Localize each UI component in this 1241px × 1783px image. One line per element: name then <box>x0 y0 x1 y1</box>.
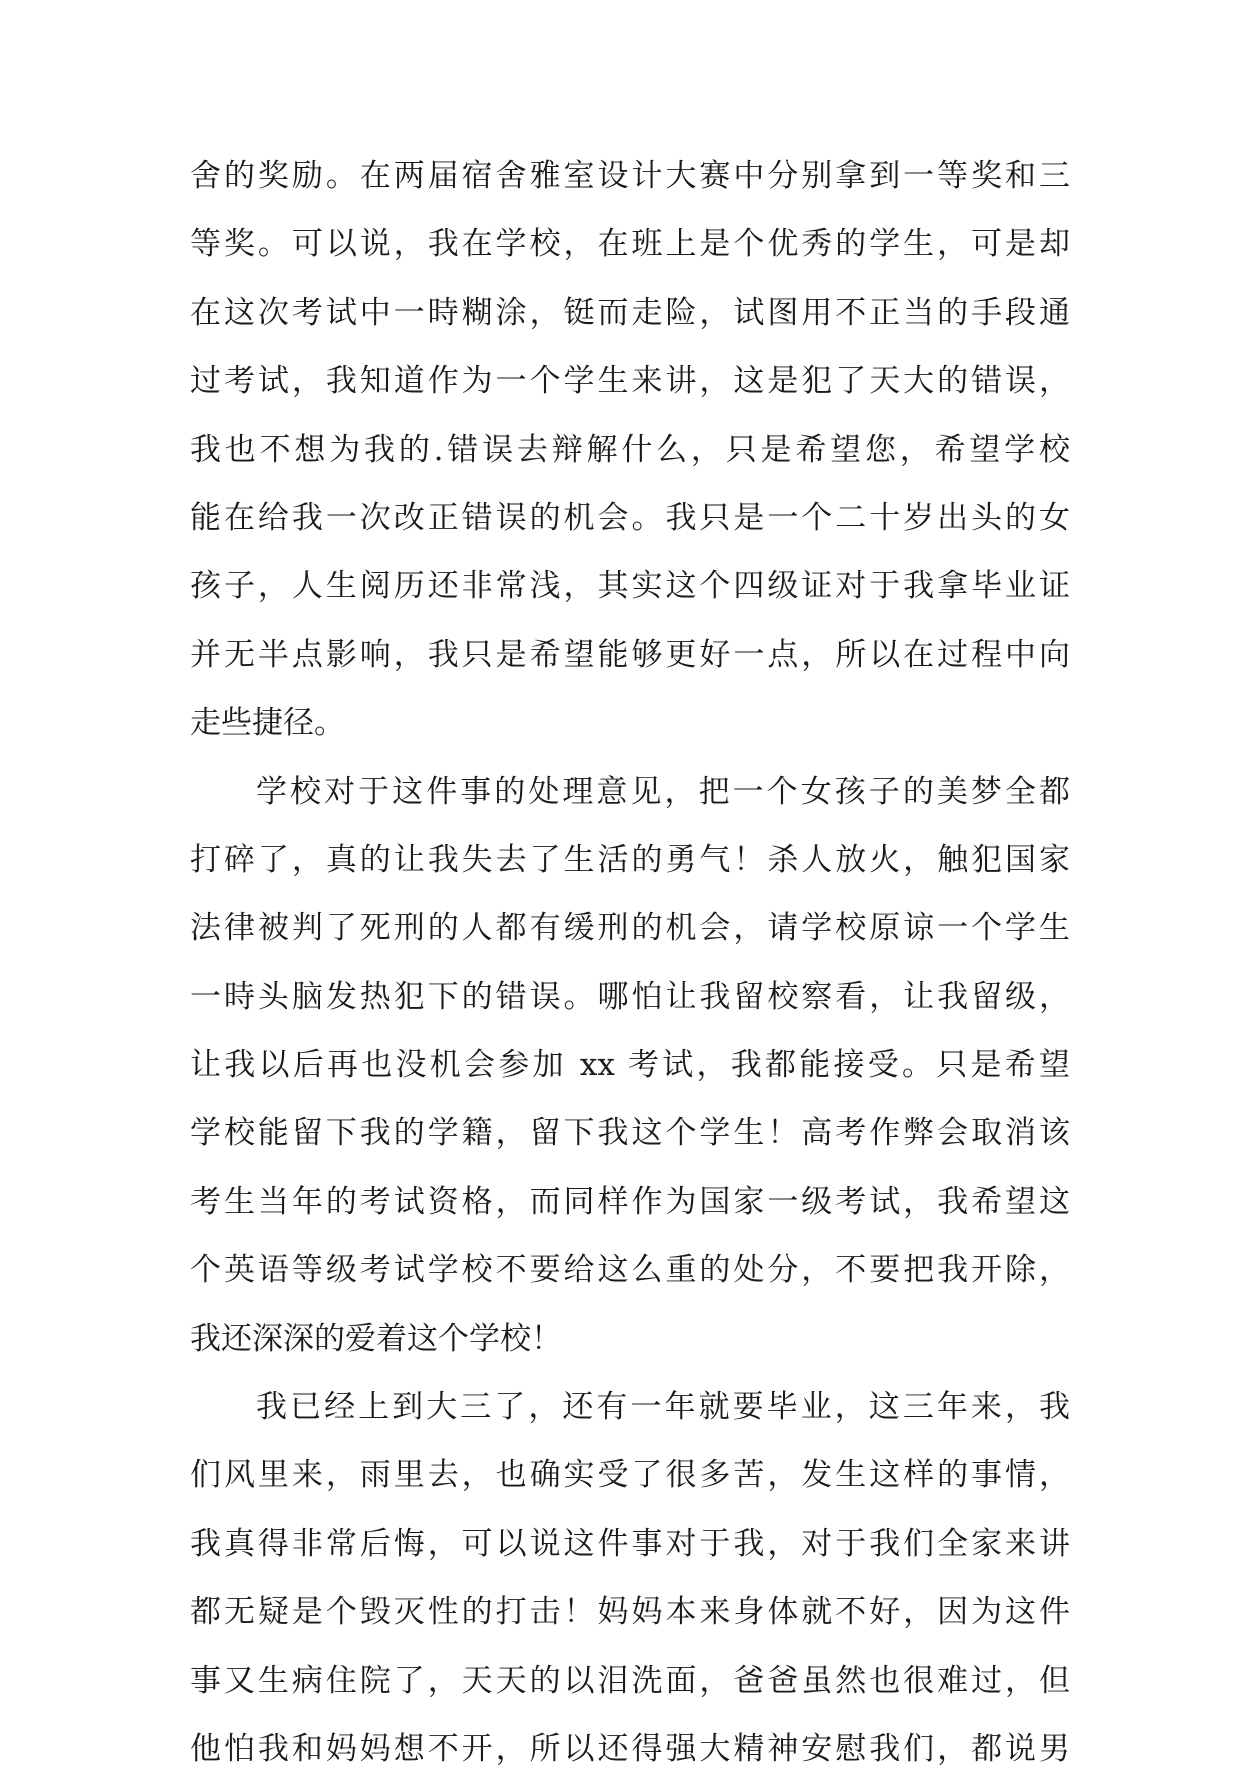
paragraph-start-line: 我已经上到大三了，还有一年就要毕业，这三年来，我 <box>256 1389 1070 1426</box>
text-line: 事又生病住院了，天天的以泪洗面，爸爸虽然也很难过，但 <box>190 1662 1070 1699</box>
paragraph-end-line: 走些捷径。 <box>190 705 345 742</box>
text-line: 过考试，我知道作为一个学生来讲，这是犯了天大的错误， <box>190 363 1070 400</box>
text-line: 孩子，人生阅历还非常浅，其实这个四级证对于我拿毕业证 <box>190 568 1070 605</box>
paragraph-start-line: 学校对于这件事的处理意见，把一个女孩子的美梦全都 <box>256 773 1070 810</box>
text-line: 考生当年的考试资格，而同样作为国家一级考试，我希望这 <box>190 1183 1070 1220</box>
text-line: 等奖。可以说，我在学校，在班上是个优秀的学生，可是却 <box>190 226 1070 263</box>
text-line: 我也不想为我的.错误去辩解什么，只是希望您，希望学校 <box>190 431 1070 468</box>
text-line: 并无半点影响，我只是希望能够更好一点，所以在过程中向 <box>190 636 1070 673</box>
text-line: 在这次考试中一時糊涂，铤而走险，试图用不正当的手段通 <box>190 294 1070 331</box>
text-line: 舍的奖励。在两届宿舍雅室设计大赛中分别拿到一等奖和三 <box>190 158 1070 194</box>
body-text <box>190 142 1070 1783</box>
text-line: 个英语等级考试学校不要给这么重的处分，不要把我开除， <box>190 1252 1070 1289</box>
text-line: 都无疑是个毁灭性的打击！妈妈本来身体就不好，因为这件 <box>190 1594 1070 1631</box>
text-line: 能在给我一次改正错误的机会。我只是一个二十岁出头的女 <box>190 499 1070 536</box>
text-line: 我真得非常后悔，可以说这件事对于我，对于我们全家来讲 <box>190 1525 1070 1562</box>
text-line: 学校能留下我的学籍，留下我这个学生！高考作弊会取消该 <box>190 1115 1070 1152</box>
paragraph-end-line: 我还深深的爱着这个学校！ <box>190 1320 562 1357</box>
text-line: 一時头脑发热犯下的错误。哪怕让我留校察看，让我留级， <box>190 978 1070 1015</box>
text-line: 打碎了，真的让我失去了生活的勇气！杀人放火，触犯国家 <box>190 841 1070 878</box>
text-line: 法律被判了死刑的人都有缓刑的机会，请学校原谅一个学生 <box>190 910 1070 947</box>
text-line: 他怕我和妈妈想不开，所以还得强大精神安慰我们，都说男 <box>190 1730 1070 1767</box>
text-line: 们风里来，雨里去，也确实受了很多苦，发生这样的事情， <box>190 1457 1070 1494</box>
text-line: 让我以后再也没机会参加 xx 考试，我都能接受。只是希望 <box>190 1047 1070 1084</box>
